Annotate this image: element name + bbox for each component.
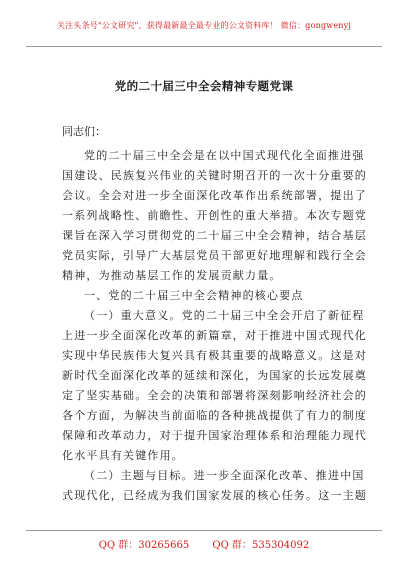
header-promo-note: 关注头条号"公文研究"，获得最新最全最专业的公文资料库！ 微信：gongwenyj — [56, 21, 352, 30]
footer-contact — [0, 536, 408, 551]
text-line: 化水平具有关键作用。 — [62, 449, 184, 462]
text-line: 定了坚实基础。全会的决策和部署将深刻影响经济社会的 — [62, 389, 367, 402]
text-line: （二）主题与目标。进一步全面深化改革、推进中国 — [84, 469, 365, 482]
text-line: 上进一步全面深化改革的新篇章，对于推进中国式现代化 — [62, 329, 367, 342]
footer-divider — [26, 530, 382, 531]
item-1-paragraph — [62, 306, 367, 466]
footer-qq-group-2: QQ 群：535304092 — [212, 540, 310, 551]
text-line: 国建设、民族复兴伟业的关键时期召开的一次十分重要的 — [62, 169, 367, 182]
item-2-paragraph — [62, 466, 367, 506]
text-line: 新时代全面深化改革的延续和深化，为国家的长远发展奠 — [62, 369, 367, 382]
text-line: 式现代化，已经成为我们国家发展的核心任务。这一主题 — [62, 489, 367, 502]
salutation: 同志们： — [62, 125, 106, 138]
text-line: （一）重大意义。党的二十届三中全会开启了新征程 — [84, 309, 365, 322]
text-line: 实现中华民族伟大复兴具有极其重要的战略意义。这是对 — [62, 349, 367, 362]
text-line: 党员实际，引导广大基层党员干部更好地理解和践行全会 — [62, 249, 367, 262]
text-line: 精神，为推动基层工作的发展贡献力量。 — [62, 269, 282, 282]
text-line: 各个方面，为解决当前面临的各种挑战提供了有力的制度 — [62, 409, 367, 422]
text-line: 会议。全会对进一步全面深化改革作出系统部署，提出了 — [62, 189, 367, 202]
text-line: 保障和改革动力，对于提升国家治理体系和治理能力现代 — [62, 429, 367, 442]
text-line: 党的二十届三中全会是在以中国式现代化全面推进强 — [84, 149, 365, 162]
text-line: 一系列战略性、前瞻性、开创性的重大举措。本次专题党 — [62, 209, 367, 222]
section-heading: 一、党的二十届三中全会精神的核心要点 — [84, 289, 304, 302]
footer-qq-group-1: QQ 群：30265665 — [98, 540, 190, 551]
document-title: 党的二十届三中全会精神专题党课 — [114, 79, 294, 93]
intro-paragraph — [62, 146, 367, 286]
document-body — [62, 146, 367, 506]
header-divider — [26, 46, 382, 47]
text-line: 课旨在深入学习贯彻党的二十届三中全会精神，结合基层 — [62, 229, 367, 242]
